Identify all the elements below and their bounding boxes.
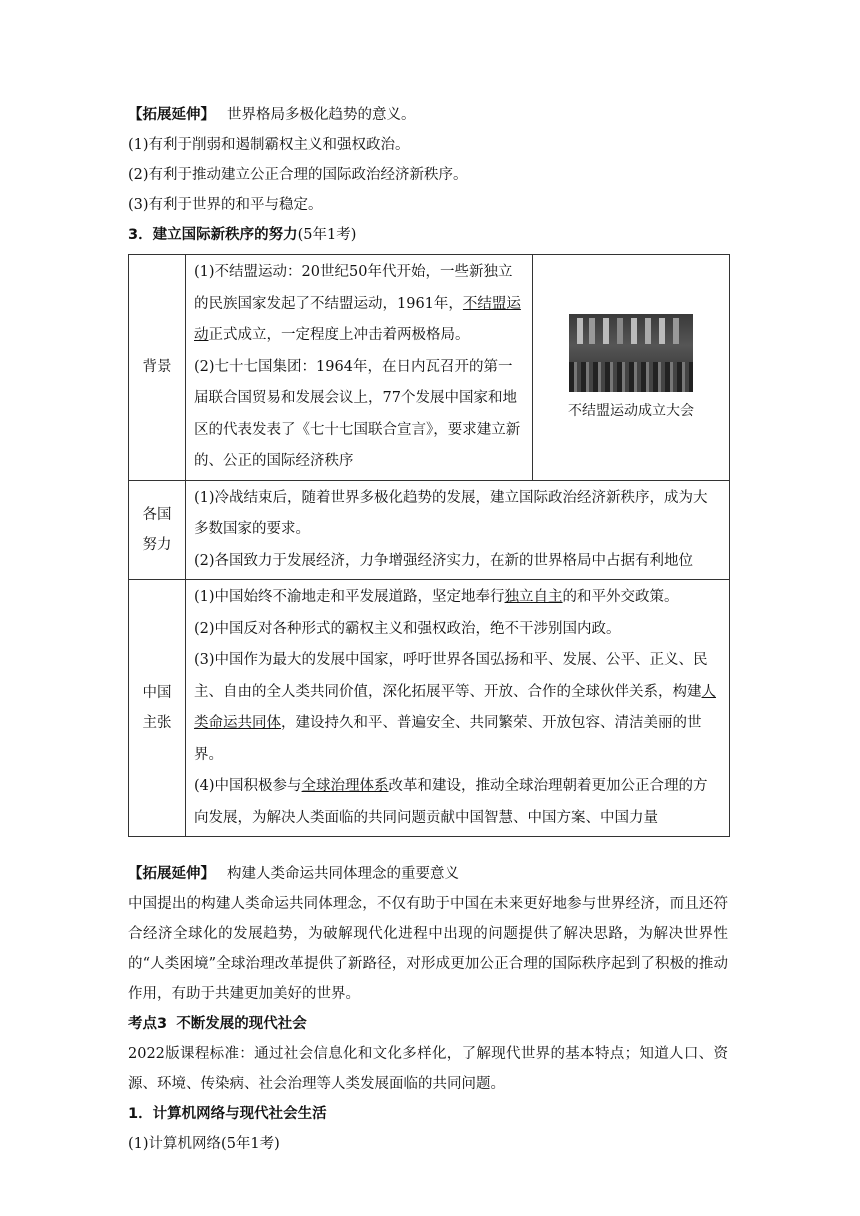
table-row (129, 255, 730, 481)
extension-2-body: 中国提出的构建人类命运共同体理念，不仅有助于中国在未来更好地参与世界经济，而且还符合经济全球化的发展趋势，为破解现代化进程中出现的问题提供了解决思路，为解决世界性的“人类困境”全球治理改革提供了新路径，对形成更加公正合理的国际秩序起到了积极的推动作用，有助于共建更加美好的世界。 (128, 896, 728, 1002)
table-row (129, 580, 730, 837)
non-aligned-conference-photo (569, 314, 693, 392)
china-cell (186, 580, 730, 837)
background-para-1: (1)不结盟运动：20世纪50年代开始，一些新独立的民族国家发起了不结盟运动，1961年，不结盟运动正式成立，一定程度上冲击着两极格局。 (194, 264, 521, 343)
photo-cell (533, 255, 730, 481)
section-3-heading (128, 220, 728, 250)
extension-1-item: (1)有利于削弱和遏制霸权主义和强权政治。 (128, 137, 410, 153)
section-3-title: 3．建立国际新秩序的努力 (128, 227, 298, 243)
extension-2-heading (128, 859, 728, 889)
extension-1-item: (2)有利于推动建立公正合理的国际政治经济新秩序。 (128, 167, 468, 183)
efforts-para-1: (1)冷战结束后，随着世界多极化趋势的发展，建立国际政治经济新秩序，成为大多数国家的要求。 (194, 489, 708, 537)
extension-1-heading (128, 100, 728, 130)
extension-label: 【拓展延伸】 (128, 866, 215, 882)
row-header-background: 背景 (129, 255, 186, 481)
extension-title: 世界格局多极化趋势的意义。 (227, 107, 416, 123)
china-para-4: (4)中国积极参与全球治理体系改革和建设，推动全球治理朝着更加公正合理的方向发展，为解决人类面临的共同问题贡献中国智慧、中国方案、中国力量 (194, 778, 708, 826)
background-para-2: (2)七十七国集团：1964年，在日内瓦召开的第一届联合国贸易和发展会议上，77个发展中国家和地区的代表发表了《七十七国联合宣言》，要求建立新的、公正的国际经济秩序 (194, 358, 521, 469)
table-row (129, 480, 730, 580)
photo-caption: 不结盟运动成立大会 (568, 403, 694, 420)
subsection-1-title: 1．计算机网络与现代社会生活 (128, 1106, 327, 1122)
china-para-2: (2)中国反对各种形式的霸权主义和强权政治，绝不干涉别国内政。 (194, 620, 621, 637)
row-header-china: 中国 主张 (129, 580, 186, 837)
row-header-efforts: 各国 努力 (129, 480, 186, 580)
section-3-note: (5年1考) (297, 227, 357, 243)
extension-title: 构建人类命运共同体理念的重要意义 (227, 866, 459, 882)
kaodian-3-heading (128, 1009, 728, 1039)
subsection-1-1-title: (1)计算机网络(5年1考) (128, 1136, 280, 1152)
page-content (128, 100, 728, 1159)
kaodian-title: 不断发展的现代社会 (176, 1016, 307, 1032)
extension-label: 【拓展延伸】 (128, 107, 215, 123)
kaodian-label: 考点3 (128, 1016, 168, 1032)
efforts-para-2: (2)各国致力于发展经济，力争增强经济实力，在新的世界格局中占据有利地位 (194, 552, 694, 569)
international-order-table (128, 254, 730, 837)
curriculum-standard: 2022版课程标准：通过社会信息化和文化多样化，了解现代世界的基本特点；知道人口、资源、环境、传染病、社会治理等人类发展面临的共同问题。 (128, 1046, 728, 1092)
extension-1-item: (3)有利于世界的和平与稳定。 (128, 197, 323, 213)
background-cell (186, 255, 533, 481)
china-para-1: (1)中国始终不渝地走和平发展道路，坚定地奉行独立自主的和平外交政策。 (194, 589, 679, 605)
china-para-3: (3)中国作为最大的发展中国家，呼吁世界各国弘扬和平、发展、公平、正义、民主、自由的全人类共同价值，深化拓展平等、开放、合作的全球伙伴关系，构建人类命运共同体，建设持久和平、普遍安全、共同繁荣、开放包容、清洁美丽的世界。 (194, 652, 716, 763)
efforts-cell (186, 480, 730, 580)
